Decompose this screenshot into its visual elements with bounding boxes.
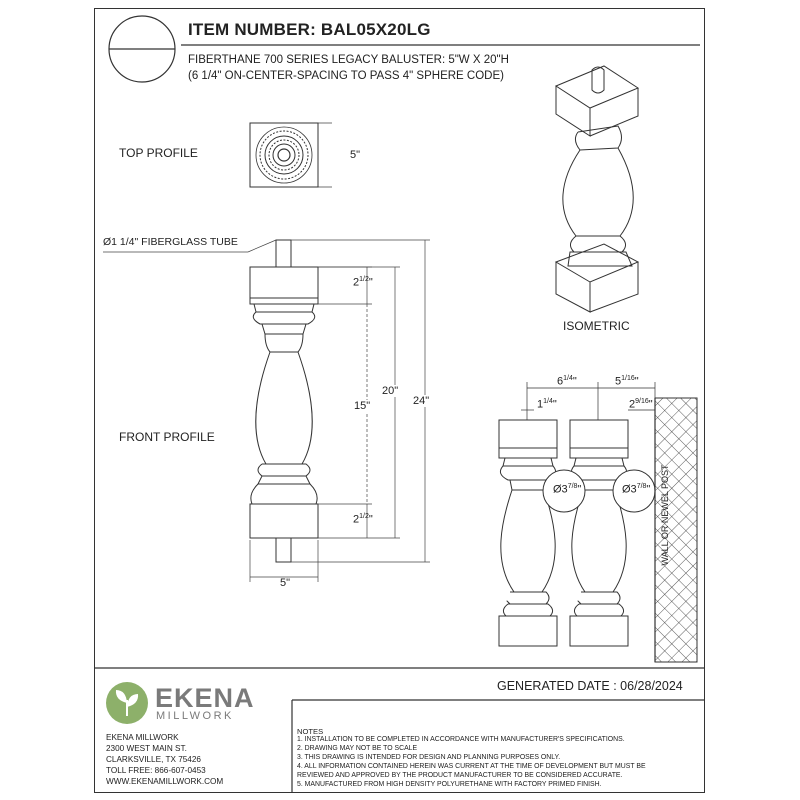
fiberglass-tube-label: Ø1 1/4" FIBERGLASS TUBE — [103, 236, 238, 248]
product-description: FIBERTHANE 700 SERIES LEGACY BALUSTER: 5"W X 20"H — [188, 54, 509, 66]
note-item: 2. DRAWING MAY NOT BE TO SCALE — [297, 745, 418, 752]
note-item: 1. INSTALLATION TO BE COMPLETED IN ACCORDANCE WITH MANUFACTURER'S SPECIFICATIONS. — [297, 736, 625, 743]
item-number-title: ITEM NUMBER: BAL05X20LG — [188, 20, 431, 39]
front-profile-drawing — [250, 240, 318, 562]
body-dimension: 15" — [354, 400, 371, 412]
note-item: REVIEWED AND APPROVED BY THE PRODUCT MANUFACTURER TO BE CONSIDERED ACCURATE. — [297, 772, 623, 779]
address-line: TOLL FREE: 866-607-0453 — [106, 766, 206, 775]
top-profile-drawing — [250, 123, 332, 187]
isometric-label: ISOMETRIC — [563, 319, 630, 333]
address-line: EKENA MILLWORK — [106, 733, 179, 742]
sphere-right-dimension: $Ø3^{7/8}$" — [622, 483, 651, 496]
ekena-logo-icon — [106, 682, 148, 724]
total-height-dimension: 20" — [382, 385, 399, 397]
top-profile-label: TOP PROFILE — [119, 146, 198, 160]
company-logo-sub: MILLWORK — [156, 710, 234, 722]
top-block-dimension: $2^{1/2}$" — [353, 276, 373, 289]
on-center-dimension: $6^{1/4}$" — [557, 375, 577, 388]
company-logo-name: EKENA — [155, 683, 255, 713]
notes-title: NOTES — [297, 727, 324, 736]
isometric-drawing — [556, 66, 638, 312]
overall-height-dimension: 24" — [413, 395, 430, 407]
address-line: CLARKSVILLE, TX 75426 — [106, 755, 201, 764]
width-dimension: 5" — [280, 577, 291, 589]
note-item: 4. ALL INFORMATION CONTAINED HEREIN WAS CURRENT AT THE TIME OF DEVELOPMENT BUT MUST BE — [297, 763, 646, 770]
sphere-left-dimension: $Ø3^{7/8}$" — [553, 483, 582, 496]
wall-offset-dimension: $2^{9/16}$" — [629, 398, 653, 411]
spacing-description: (6 1/4" ON-CENTER-SPACING TO PASS 4" SPHERE CODE) — [188, 70, 504, 82]
note-item: 3. THIS DRAWING IS INTENDED FOR DESIGN AND PLANNING PURPOSES ONLY. — [297, 754, 561, 761]
front-profile-label: FRONT PROFILE — [119, 430, 215, 444]
address-line: 2300 WEST MAIN ST. — [106, 744, 187, 753]
wall-post-label: WALL OR NEWEL POST — [660, 464, 670, 566]
bottom-block-dimension: $2^{1/2}$" — [353, 513, 373, 526]
generated-date: GENERATED DATE : 06/28/2024 — [497, 679, 683, 693]
note-item: 5. MANUFACTURED FROM HIGH DENSITY POLYURETHANE WITH FACTORY PRIMED FINISH. — [297, 781, 602, 788]
tube-offset-dimension: $1^{1/4}$" — [537, 398, 557, 411]
front-dimension-lines — [103, 240, 430, 582]
website-link[interactable]: WWW.EKENAMILLWORK.COM — [106, 777, 224, 786]
gap-dimension: $5^{1/16}$" — [615, 375, 639, 388]
top-width-dimension: 5" — [350, 149, 361, 161]
